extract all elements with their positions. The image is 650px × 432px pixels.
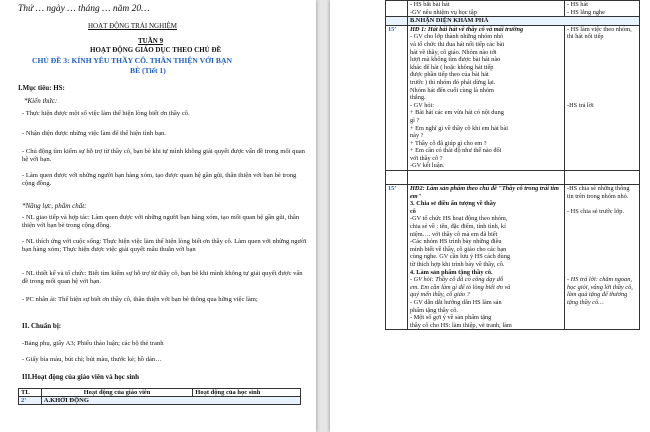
cell-line: này ?	[410, 132, 424, 140]
objectives-heading: I.Mục tiêu: HS:	[18, 84, 65, 92]
cell-line: học giỏi, vâng lời thầy cô,	[567, 283, 633, 291]
cell-line: - GV cho lớp thành những nhóm nhỏ	[410, 33, 504, 41]
cell-line	[567, 87, 637, 95]
cell-line	[567, 223, 637, 231]
cell-line: - HS làm việc theo nhóm,	[567, 25, 632, 33]
cell-line: quý mến thầy, cô giáo ?	[410, 291, 470, 299]
cell-line: - GV hỏi: Thầy cô đã có công dạy dỗ	[410, 276, 504, 284]
cell-line: -GV kết luận.	[410, 162, 445, 170]
cell-line: -HS trả lời	[567, 101, 594, 109]
teacher-cell	[408, 25, 565, 170]
student-line: - HS lắng nghe	[567, 8, 605, 16]
teacher-line: -GV nêu nhiệm vụ học tập	[410, 8, 477, 16]
header-date: Thứ … ngày … tháng … năm 20…	[18, 4, 150, 14]
prep-item-1: -Bảng phụ, giấy A3; Phiếu thảo luận; các bộ thẻ tranh	[22, 340, 164, 347]
cell-line: gì ?	[410, 116, 420, 124]
cell-line	[567, 79, 637, 87]
cell-line: + Em nghĩ gì về thầy cô khi em hát bài	[410, 124, 508, 132]
cell-line: tặng thầy cô…	[567, 298, 604, 306]
competence-heading: *Năng lực, phẩm chất:	[22, 202, 87, 210]
cell-line: với thầy cô ?	[410, 154, 443, 162]
cell-line: từ thích hợp khi trình bày về thầy, cô.	[410, 261, 505, 268]
cell-line: và tổ chức thi đua hát nối tiếp các bài	[410, 40, 505, 48]
cell-line: + Thầy cô đã giúp gì cho em ?	[410, 139, 487, 147]
cell-line: trước ) thì nhóm đó phải dừng lại.	[410, 78, 496, 86]
knowledge-item-3: - Chủ động tìm kiếm sự hỗ trợ từ thầy cô, bạn bè khi tự mình không giải quyết được vấn đề trong mối quan hệ với bạn.	[22, 148, 305, 164]
row-time: 2’	[19, 397, 42, 405]
week-title: TUẦN 9	[138, 37, 164, 45]
cell-line: - Một số gợi ý về sản phẩm tặng	[410, 314, 492, 322]
knowledge-item-1: - Thực hiện được một số việc làm thể hiện lòng biết ơn thầy cô.	[22, 110, 190, 117]
cell-line: phẩm tặng thầy cô.	[410, 306, 458, 314]
prep-item-2: - Giấy bìa màu, bút chì; bút màu, thước kẻ; hồ dán…	[22, 356, 162, 363]
cell-line	[567, 49, 637, 57]
col-header-student: Hoạt động của học sinh	[193, 389, 301, 397]
cell-line: lượt mà không tìm được bài hát nào	[410, 56, 501, 64]
tl-cell	[386, 17, 408, 26]
cell-line	[567, 64, 637, 72]
activities-table-header	[18, 388, 301, 405]
cell-line	[567, 269, 637, 277]
cell-line: thầy cô cho HS: làm thiệp, vẽ tranh, làm	[410, 321, 512, 329]
cell-line: + Em cần có thái độ như thế nào đối	[410, 147, 502, 155]
cell-line: - HS chia sẻ trước lớp.	[567, 207, 624, 215]
activity-title-hd1: HĐ 1: Hát bài hát về thầy cô và mái trường	[410, 25, 524, 33]
cell-line: Nhóm hát đến cuối cùng là nhóm	[410, 86, 494, 94]
cell-line: thi hát nối tiếp	[567, 33, 604, 41]
cell-line: em. Em cần làm gì để tỏ lòng biết ơn và	[410, 283, 511, 291]
left-page	[0, 0, 316, 432]
teacher-cell	[408, 1, 565, 17]
cell-line: 4. Làm sản phẩm tặng thầy cô.	[410, 268, 493, 276]
cell-line	[567, 253, 637, 261]
tl-cell: 15’	[386, 185, 408, 330]
cell-line: + Bài hát các em vừa hát có nội dung	[410, 109, 504, 117]
cell-line: - GV hỏi:	[410, 101, 435, 109]
chapter-title-2: BÈ (Tiết 1)	[130, 66, 166, 75]
cell-line	[567, 41, 637, 49]
cell-line: thắng.	[410, 94, 426, 102]
tl-cell	[386, 171, 408, 185]
student-cell	[565, 185, 640, 330]
subject-title: HOẠT ĐỘNG TRẢI NGHIỆM	[88, 22, 177, 30]
student-cell	[565, 25, 640, 170]
cell-line: làm quà tặng để thương	[567, 291, 628, 299]
knowledge-item-4: - Làm quen được với những người bạn hàng xóm, tạo được quan hệ gần gũi, thân thiện với bạn bè trong cộng đồng.	[22, 172, 297, 188]
teacher-line: - HS bắt bài hát	[410, 1, 450, 8]
section-nhan-dien: B.NHẬN DIỆN KHÁM PHÁ	[408, 17, 640, 26]
student-cell	[565, 1, 640, 17]
cell-line	[567, 56, 637, 64]
cell-line: cô	[410, 207, 416, 215]
cell-line	[567, 231, 637, 239]
cell-line	[567, 261, 637, 269]
student-cell	[565, 171, 640, 185]
activities-heading: III.Hoạt động của giáo viên và học sinh	[22, 373, 140, 381]
cell-line: -HS chia sẻ những thông	[567, 185, 630, 193]
cell-line: mình biết về thầy, cô giáo cho các bạn	[410, 245, 507, 253]
cell-line	[567, 71, 637, 79]
cell-line	[567, 238, 637, 246]
competence-item-4: - PC nhân ái: Thể hiện sự biết ơn thầy cô, thân thiện với bạn bè thông qua hững việc làm;	[22, 296, 258, 303]
cell-line: tin trên trong nhóm nhỏ.	[567, 192, 629, 200]
cell-line: khác để hát ( hoặc không hát tiếp	[410, 63, 494, 71]
cell-line	[567, 215, 637, 223]
teacher-cell	[408, 171, 565, 185]
activity-title-hd2: HĐ2: Làm sản phẩm theo chủ đề "Thầy cô trong trái tim em"	[410, 185, 559, 200]
cell-line	[567, 246, 637, 254]
student-line: - HS hát	[567, 1, 588, 8]
hd2-teacher-lines	[410, 200, 562, 329]
competence-item-3: - NL thiết kế và tổ chức: Biết tìm kiếm sự hỗ trợ từ thầy cô, bạn bè khi mình không tự giải quyết được vấn đề trong mối quan hệ với bạn.	[22, 270, 303, 286]
col-header-tl: TL	[19, 389, 42, 397]
competence-item-2: - NL thích ứng với cuộc sống: Thực hiện việc làm thể hiện lòng biết ơn thầy cô. Làm quen với những người bạn hàng xóm; Thực hiện được việc giải quyết mâu thuẫn với bạn	[22, 238, 307, 254]
chapter-title-1: CHỦ ĐỀ 3: KÍNH YÊU THẦY CÔ. THÂN THIỆN VỚI BẠN	[32, 56, 232, 65]
cell-line: -Các nhóm HS trình bày những điều	[410, 238, 502, 246]
tl-cell	[386, 1, 408, 17]
cell-line: - HS trả lời: chăm ngoan,	[567, 276, 632, 284]
cell-line: cùng nghe. GV cần lưu ý HS cách dùng	[410, 253, 511, 261]
cell-line: được phần tiếp theo của bài hát	[410, 71, 489, 79]
tl-cell: 15’	[386, 25, 408, 170]
activities-table-continued	[385, 0, 640, 330]
cell-line: - GV dẫn dắt hướng dẫn HS làm sản	[410, 298, 502, 306]
hd1-student-lines	[567, 26, 637, 110]
cell-line	[567, 200, 637, 208]
cell-line: 3. Chia sẻ điều ấn tượng về thầy	[410, 200, 496, 208]
cell-line	[567, 94, 637, 102]
row-label-khoi-dong: A.KHỞI ĐỘNG	[41, 397, 300, 405]
teacher-cell	[408, 185, 565, 330]
hd1-teacher-lines	[410, 33, 562, 170]
topic-title: HOẠT ĐỘNG GIÁO DỤC THEO CHỦ ĐỀ	[90, 46, 222, 54]
cell-line: niệm…. với thầy cô mà em đã biết	[410, 230, 498, 238]
knowledge-heading: *Kiến thức:	[24, 97, 58, 105]
cell-line: -GV tổ chức HS hoạt động theo nhóm,	[410, 215, 508, 223]
knowledge-item-2: - Nhận diện được những việc làm để thể hiện tình bạn.	[22, 130, 166, 137]
competence-item-1: - NL giao tiếp và hợp tác: Làm quen được với những người bạn hàng xóm, tạo mối quan hệ gần gũi, thân thiện với bạn bè trong cộng đồng.	[22, 214, 300, 230]
col-header-teacher: Hoạt động của giáo viên	[41, 389, 193, 397]
hd2-student-lines	[567, 185, 637, 307]
cell-line: chia sẻ về : tên, đặc điểm, tính tình, kỉ	[410, 223, 506, 231]
cell-line: hát về thầy, cô giáo. Nhóm nào tới	[410, 48, 497, 56]
prep-heading: II. Chuẩn bị:	[22, 322, 62, 330]
